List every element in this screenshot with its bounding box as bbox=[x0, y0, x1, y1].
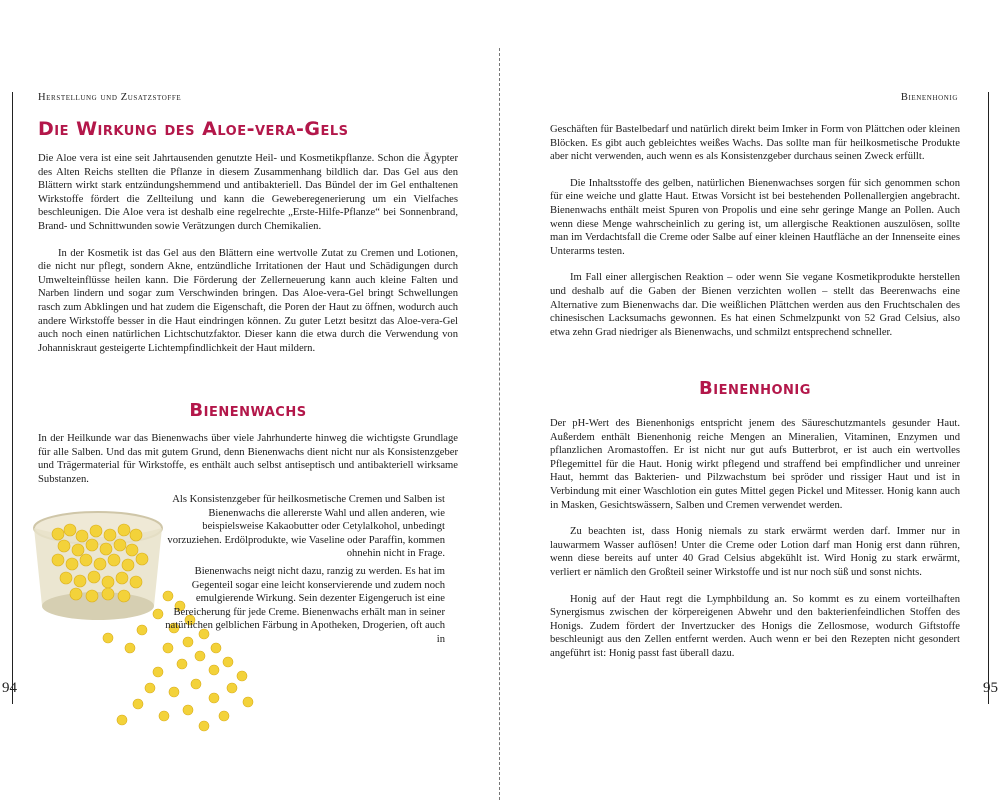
bienenwachs-side-paragraph: Als Konsistenzgeber für heilkosmetische Cremen und Salben ist Bienenwachs die allererste Wahl und allen anderen, wie beispielsweise Kakaobutter oder Cetylalkohol, unbedingt vorzuziehen. Erdölprodukte, wie Vaseline oder Paraffin, kommen ohnehin nicht in Frage. bbox=[167, 494, 445, 560]
bienenwachs-intro bbox=[38, 432, 458, 486]
heading-aloe-vera: Die Wirkung des Aloe-vera-Gels bbox=[38, 118, 349, 140]
heading-bienenhonig: Bienenhonig bbox=[699, 378, 811, 399]
bienenwachs-side-text bbox=[162, 493, 445, 647]
wax-paragraph: Im Fall einer allergischen Reaktion – oder wenn Sie vegane Kosmetikprodukte herstellen und deshalb auf die Gaben der Bienen verzichten wollen – stellt das Beerenwachs eine Alternative zum Bienenwachs dar. Die weißlichen Plättchen werden aus den Fruchtschalen des chinesischen Lacksumachs gewonnen. Es hat einen Schmelzpunkt von 52 Grad Celsius, also etwa zehn Grad niedriger als Bienenwachs, und schmilzt entsprechend schneller. bbox=[550, 272, 960, 338]
right-page-number: 95 bbox=[983, 680, 998, 696]
right-page-edge-rule bbox=[988, 92, 989, 704]
bienenwachs-side-paragraph: Bienenwachs neigt nicht dazu, ranzig zu werden. Es hat im Gegenteil sogar eine leicht konservierende und zudem noch emulgierende Wirkung. Sein dezenter Eigengeruch ist eine Bereicherung für jede Creme. Bienenwachs erhält man in seiner natürlichen gelblichen Färbung in Apotheken, Drogerien, oft auch in bbox=[165, 565, 445, 645]
bienenwachs-intro-paragraph: In der Heilkunde war das Bienenwachs über viele Jahrhunderte hinweg die wichtigste Grundlage für alle Salben. Und das mit gutem Grund, denn Bienenwachs dient nicht nur als Konsistenzgeber und Trägermaterial für Wirkstoffe, es enthält auch selbst antiseptisch und antibakteriell wirksame Substanzen. bbox=[38, 433, 458, 485]
right-running-head: Bienenhonig bbox=[900, 92, 958, 103]
honig-section-body bbox=[550, 417, 960, 661]
wax-continuation-body bbox=[550, 123, 960, 339]
honig-paragraph: Honig auf der Haut regt die Lymphbildung an. So kommt es zu einem vorteilhaften Synergismus zwischen der körpereigenen Abwehr und den bakterienfeindlichen Stoffen des Honigs. Zudem fördert der Invertzucker des Honigs die Zellosmose, wodurch Giftstoffe beschleunigt aus den Zellen entfernt werden. Auch wenn er bei den Rezepten nicht gesondert angeführt ist: Honig passt fast überall dazu. bbox=[550, 593, 960, 659]
page-fold-divider bbox=[499, 48, 500, 800]
heading-bienenwachs: Bienenwachs bbox=[189, 400, 307, 421]
honig-paragraph: Zu beachten ist, dass Honig niemals zu stark erwärmt werden darf. Immer nur in lauwarmem Wasser auflösen! Unter die Creme oder Lotion darf man Honig erst dann rühren, wenn diese bereits auf unter 40 Grad Celsius abgekühlt ist. Wird Honig zu stark erwärmt, verliert er nämlich den Großteil seiner Wirkstoffe und ist nur noch süß und sonst nichts. bbox=[550, 526, 960, 578]
honig-paragraph: Der pH-Wert des Bienenhonigs entspricht jenem des Säureschutzmantels gesunder Haut. Außerdem enthält Bienenhonig reiche Mengen an Mineralien, Vitaminen, Enzymen und pflanzlichen Aromastoffen. Er ist nicht nur gut aufs Butterbrot, er ist auch ein wertvolles Pflegemittel für die Haut. Honig wirkt pflegend und straffend bei empfindlicher und unreiner Haut, hemmt das Bakterien- und Pilzwachstum bei spröder und rissiger Haut und ist in Verbindung mit einer Waschlotion ein gutes Mittel gegen Pickel und Mitesser. Honig kann auch in Masken, Gesichtswässern, Salben und Cremen verwendet werden. bbox=[550, 418, 960, 511]
aloe-paragraph: In der Kosmetik ist das Gel aus den Blättern eine wertvolle Zutat zu Cremen und Lotionen, die nicht nur pflegt, sondern Akne, entzündliche Irritationen der Haut und Schädigungen durch Umwelteinflüsse heilen kann. Die Förderung der Zellerneuerung kann auch kleine Falten und Narben lindern und sogar zum Verschwinden bringen. Das Aloe-vera-Gel bringt Schwellungen rasch zum Abklingen und hat zudem die Eigenschaft, die Poren der Haut zu öffnen, wodurch auch andere Wirkstoffe besser in die Haut eindringen können. Zu guter Letzt besitzt das Aloe-vera-Gel auch noch einen natürlichen Lichtschutzfaktor. Dieser kann die etwa durch die Verwendung von Johanniskraut gesteigerte Lichtempfindlichkeit der Haut mildern. bbox=[38, 247, 458, 354]
left-page-number: 94 bbox=[2, 680, 17, 696]
left-page-edge-rule bbox=[12, 92, 13, 704]
aloe-paragraph: Die Aloe vera ist eine seit Jahrtausenden genutzte Heil- und Kosmetikpflanze. Schon die Ägypter des Alten Reichs stellten die Pflanze in diesem Zusammenhang bildlich dar. Das Gel aus den Blättern wirkt stark entzündungshemmend und antibakteriell. Das Bündel der im Gel enthaltenen Wirkstoffe fördert die Zellteilung und kann die Geweberegenerierung um ein Vielfaches beschleunigen. Die Aloe vera ist deshalb eine regelrechte „Erste-Hilfe-Pflanze“ bei Sonnenbrand, Brand- und Schnittwunden sowie Verätzungen durch Chemikalien. bbox=[38, 153, 458, 232]
wax-paragraph: Geschäften für Bastelbedarf und natürlich direkt beim Imker in Form von Plättchen oder kleinen Blöcken. Es gibt auch gebleichtes weißes Wachs. Das sollte man für heilkosmetische Produkte aber nicht verwenden, auch wenn es als Konsistenzgeber durchaus seinen Zweck erfüllt. bbox=[550, 124, 960, 163]
aloe-section-body bbox=[38, 152, 458, 355]
left-running-head: Herstellung und Zusatzstoffe bbox=[38, 92, 182, 103]
wax-paragraph: Die Inhaltsstoffe des gelben, natürlichen Bienenwachses sorgen für sich genommen schon für eine weiche und glatte Haut. Etwas Vorsicht ist bei bestehenden Pollenallergien angebracht. Bienenwachs enthält meist Spuren von Propolis und eine sehr geringe Mange an Pollen. Auch wenn diese Menge wahrscheinlich zu gering ist, um allergische Reaktionen auszulösen, sollte man im Verdachtsfall die Creme oder Salbe auf einer kleinen Hautfläche an der Innenseite eines Unterarms testen. bbox=[550, 177, 960, 257]
